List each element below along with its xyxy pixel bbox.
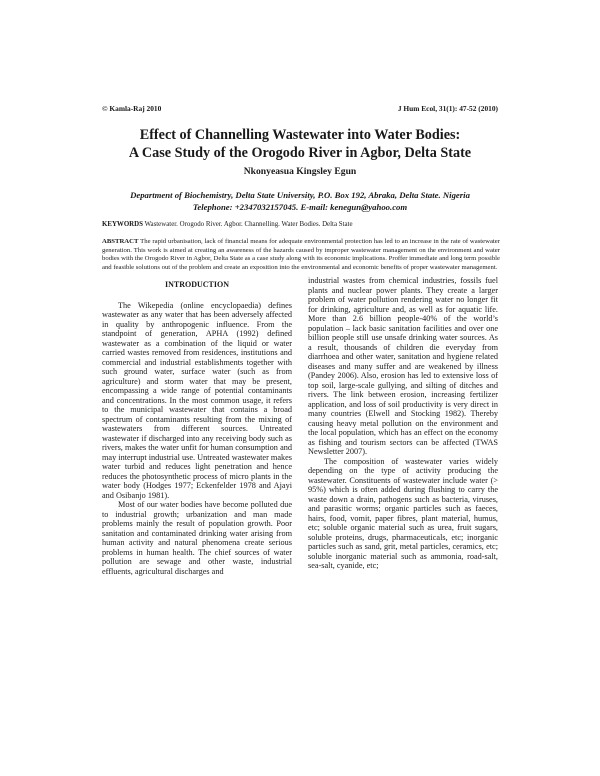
title-line-1: Effect of Channelling Wastewater into Water Bodies: — [139, 127, 461, 143]
copyright-header: © Kamla-Raj 2010 — [102, 104, 162, 113]
journal-citation-header: J Hum Ecol, 31(1): 47-52 (2010) — [397, 104, 498, 113]
section-heading: INTRODUCTION — [164, 280, 229, 289]
keywords — [102, 220, 500, 229]
keywords-text: Wastewater. Orogodo River. Agbor. Channelling. Water Bodies. Delta State — [144, 221, 353, 228]
right-column — [308, 276, 498, 746]
affiliation-line-1: Department of Biochemistry, Delta State University, P.O. Box 192, Abraka, Delta State. Nigeria — [130, 190, 470, 200]
abstract-label: ABSTRACT — [102, 238, 139, 245]
left-column — [102, 276, 292, 746]
title-line-2: A Case Study of the Orogodo River in Agbor, Delta State — [128, 145, 472, 161]
body-paragraph: The composition of wastewater varies widely depending on the type of activity producing the wastewater. Constituents of wastewater include water (> 95%) which is often added during flushing to carry the waste down a drain, pathogens such as bacteria, viruses, and parasitic worms; organic particles such as faeces, hairs, food, vomit, paper fibres, plant material, humus, etc; soluble organic material such as urea, fruit sugars, soluble proteins, drugs, pharmaceuticals, etc; inorganic particles such as sand, grit, metal particles, ceramics, etc; soluble inorganic material such as ammonia, road-salt, sea-salt, cyanide, etc; — [308, 456, 498, 571]
abstract — [102, 238, 500, 273]
author-name: Nkonyeasua Kingsley Egun — [243, 166, 357, 177]
abstract-text: The rapid urbanisation, lack of financial means for adequate environmental protection has led to an increase in the rate of wastewater generation. This work is aimed at creating an awareness of the hazards caused by improper wastewater management on the environment and water bodies with the Orogodo River in Agbor, Delta State as a case study along with its economic implications. Proffer immediate and long term possible and feasible solutions out of the problem and create an exposition into the environmental and economic benefits of proper wastewater management. — [102, 238, 500, 272]
body-paragraph: The Wikepedia (online encyclopaedia) defines wastewater as any water that has been adversely affected in quality by anthropogenic influence. From the standpoint of generation, APHA (1992) defined wastewater as a combination of the liquid or water carried wastes removed from residences, institutions and commercial and industrial establishments together with such ground water, surface water (such as from agriculture) and storm water that may be present, encompassing a wide range of potential contaminants and concentrations. In the most common usage, it refers to the municipal wastewater that contains a broad spectrum of contaminants resulting from the mixing of wastewaters from different sources. Untreated wastewater if discharged into any receiving body such as rivers, makes the water unfit for human consumption and may interrupt industrial use. Untreated wastewater makes water turbid and reduces light penetration and hence reduces the photosynthetic process of micro plants in the water body (Hodges 1977; Eckenfelder 1978 and Ajayi and Osibanjo 1981). — [102, 300, 292, 500]
author-affiliation — [60, 189, 540, 213]
body-paragraph: industrial wastes from chemical industries, fossils fuel plants and nuclear power plants. They create a larger problem of water pollution rendering water no longer fit for drinking, agriculture and, as well as for aquatic life. More than 2.6 billion people-40% of the world’s population – lack basic sanitation facilities and over one billion people still use unsafe drinking water sources. As a result, thousands of children die everyday from diarrhoea and other water, sanitation and hygiene related diseases and many suffer and are weakened by illness (Pandey 2006). Also, erosion has led to extensive loss of top soil, large-scale gullying, and silting of ditches and rivers. The link between erosion, increasing fertilizer application, and loss of soil productivity is very direct in many countries (Elwell and Stocking 1982). Thereby causing heavy metal pollution on the environment and the local population, which has an effect on the economy as fishing and tourism sectors can be affected (TWAS Newsletter 2007). — [308, 276, 498, 457]
body-paragraph: Most of our water bodies have become polluted due to industrial growth; urbanization and man made problems mainly the result of population growth. Poor sanitation and contaminated drinking water arising from human activity and natural phenomena create serious problems in human health. The chief sources of water pollution are sewage and other waste, industrial effluents, agricultural discharges and — [102, 500, 292, 576]
keywords-label: KEYWORDS — [102, 221, 143, 228]
paper-title — [60, 126, 540, 162]
affiliation-line-2: Telephone: +2347032157045. E-mail: kenegun@yahoo.com — [192, 202, 408, 212]
